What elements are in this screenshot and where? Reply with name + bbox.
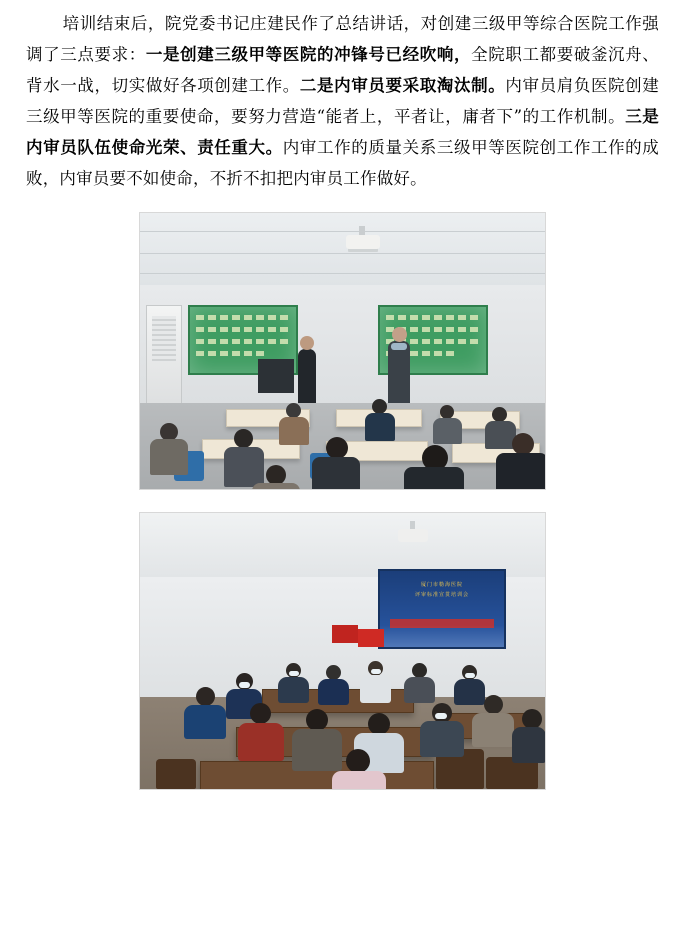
- attendee-head: [326, 665, 341, 680]
- flag-2: [358, 629, 384, 647]
- screen-title-line-1: 厦门市勒海医院: [420, 582, 463, 588]
- audience-body: [312, 457, 360, 490]
- audience-head: [286, 403, 301, 418]
- audience-body: [279, 417, 309, 445]
- ceiling: [140, 213, 545, 285]
- attendee-head: [412, 663, 427, 678]
- audience-head: [326, 437, 348, 459]
- attendee-body: [238, 723, 284, 761]
- screen-title-line-2: 评审标准宣贯培训会: [414, 592, 469, 598]
- attendee-body: [318, 679, 349, 705]
- projector-icon: [398, 529, 428, 542]
- attendee-body: [420, 721, 464, 757]
- run-text-4: 二是内审员要采取淘汰制。: [299, 76, 506, 95]
- attendee-head: [368, 713, 390, 735]
- screen-skyline: [380, 625, 504, 647]
- run-text-3: 全院职工都要破釜沉舟、背水一战，切实做好各项创建工作。: [26, 45, 659, 95]
- face-mask: [371, 669, 381, 674]
- audience-body: [224, 447, 264, 487]
- attendee-head: [346, 749, 370, 773]
- audience-body: [433, 418, 462, 444]
- face-mask: [435, 713, 447, 719]
- speaker-person-1: [298, 349, 316, 403]
- audience-head: [512, 433, 534, 455]
- audience-head: [492, 407, 507, 422]
- attendee-head: [484, 695, 503, 714]
- run-text-1: 培训结束后，院党委书记庄建民作了总结讲话，对创建三级甲等综合医院工作强调了三点要求：: [26, 14, 659, 64]
- run-text-2: 一是创建三级甲等医院的冲锋号已经吹响，: [145, 45, 472, 64]
- attendee-body: [404, 677, 435, 703]
- attendee-body: [454, 679, 485, 705]
- attendee-body: [292, 729, 342, 771]
- face-mask: [289, 671, 299, 676]
- attendee-head: [250, 703, 271, 724]
- attendee-body: [332, 771, 386, 790]
- audience-body: [404, 467, 464, 490]
- attendee-head: [522, 709, 542, 729]
- attendee-body: [512, 727, 546, 763]
- audience-head: [234, 429, 253, 448]
- run-text-5: 内审员肩负医院创建三级甲等医院的重要使命，要努力营造“能者上，平者让，庸者下”的工作机制。: [26, 76, 659, 126]
- run-text-7: 内审工作的质量关系三级甲等医院创工作工作的成败，内审员要不如使命，不折不扣把内审员工作做好。: [26, 138, 660, 188]
- attendee-head: [306, 709, 328, 731]
- audience-body: [365, 413, 395, 441]
- run-text-6: 三是内审员队伍使命光荣、责任重大。: [26, 107, 659, 157]
- face-mask: [239, 682, 250, 688]
- audience-body: [252, 483, 300, 490]
- audience-head: [440, 405, 454, 419]
- attendee-body: [472, 713, 514, 747]
- chair: [156, 759, 196, 789]
- training-classroom-photo: [139, 212, 546, 490]
- attendee-body: [278, 677, 309, 703]
- audience-body: [150, 439, 188, 475]
- audience-head: [266, 465, 286, 485]
- face-mask: [465, 673, 475, 678]
- body-paragraph: [26, 8, 659, 194]
- attendee-body: [360, 675, 391, 703]
- attendee-body: [184, 705, 226, 739]
- speaker-person-2: [388, 341, 410, 407]
- figure-list: [26, 212, 659, 790]
- projection-screen: [378, 569, 506, 649]
- attendee-head: [196, 687, 215, 706]
- audience-head: [372, 399, 387, 414]
- podium: [258, 359, 294, 393]
- meeting-room-photo: [139, 512, 546, 790]
- audience-body: [496, 453, 546, 490]
- projector-icon: [346, 235, 380, 249]
- flag-1: [332, 625, 358, 643]
- ceiling: [140, 513, 545, 577]
